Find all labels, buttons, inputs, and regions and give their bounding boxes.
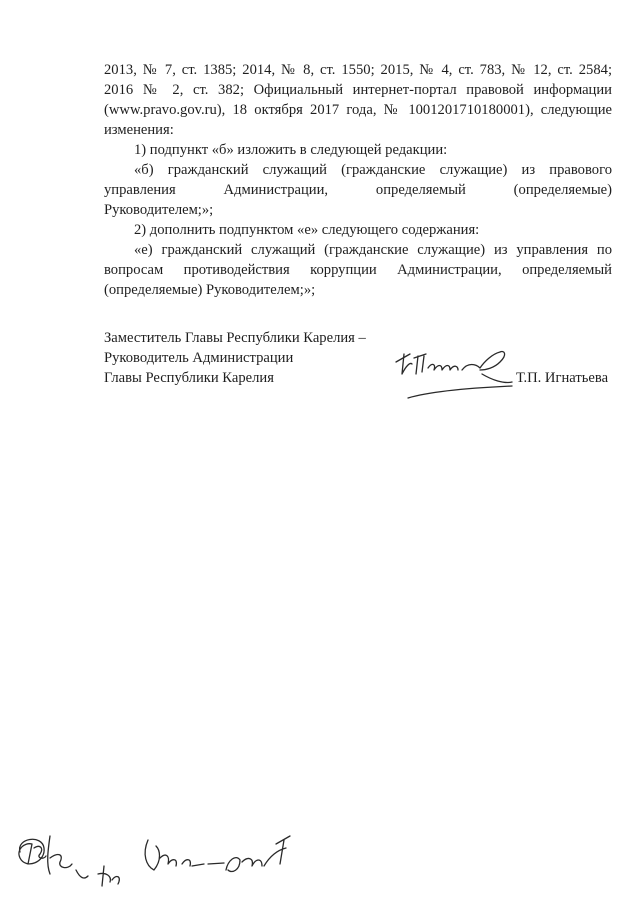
- item-2-heading: 2) дополнить подпунктом «е» следующего содержания:: [134, 222, 480, 238]
- signatory-position-line-1: Заместитель Главы Республики Карелия –: [104, 330, 366, 346]
- intro-line-4: изменения:: [104, 122, 174, 138]
- item-2-text-line-1: «е) гражданский служащий (гражданские служащие) из управления по: [134, 242, 612, 258]
- signatory-position-line-2: Руководитель Администрации: [104, 350, 294, 366]
- intro-line-3: (www.pravo.gov.ru), 18 октября 2017 года, № 1001201710180001), следующие: [104, 102, 612, 118]
- item-1-text-line-1: «б) гражданский служащий (гражданские служащие) из правового: [134, 162, 612, 178]
- item-2-text-line-2: вопросам противодействия коррупции Администрации, определяемый: [104, 262, 612, 278]
- approval-initials: [14, 830, 314, 890]
- item-1-heading: 1) подпункт «б» изложить в следующей редакции:: [134, 142, 448, 158]
- intro-line-1: 2013, № 7, ст. 1385; 2014, № 8, ст. 1550; 2015, № 4, ст. 783, № 12, ст. 2584;: [104, 62, 612, 78]
- item-1-text-line-2: управления Администрации, определяемый (определяемые): [104, 182, 612, 198]
- handwritten-signature: [388, 340, 528, 400]
- item-1-text-line-3: Руководителем;»;: [104, 202, 214, 218]
- document-body: [104, 60, 612, 300]
- signatory-position-line-3: Главы Республики Карелия: [104, 370, 274, 386]
- signatory-position: [104, 328, 366, 388]
- signatory-name: Т.П. Игнатьева: [516, 370, 609, 386]
- item-2-text-line-3: (определяемые) Руководителем;»;: [104, 282, 316, 298]
- intro-line-2: 2016 № 2, ст. 382; Официальный интернет-портал правовой информации: [104, 82, 612, 98]
